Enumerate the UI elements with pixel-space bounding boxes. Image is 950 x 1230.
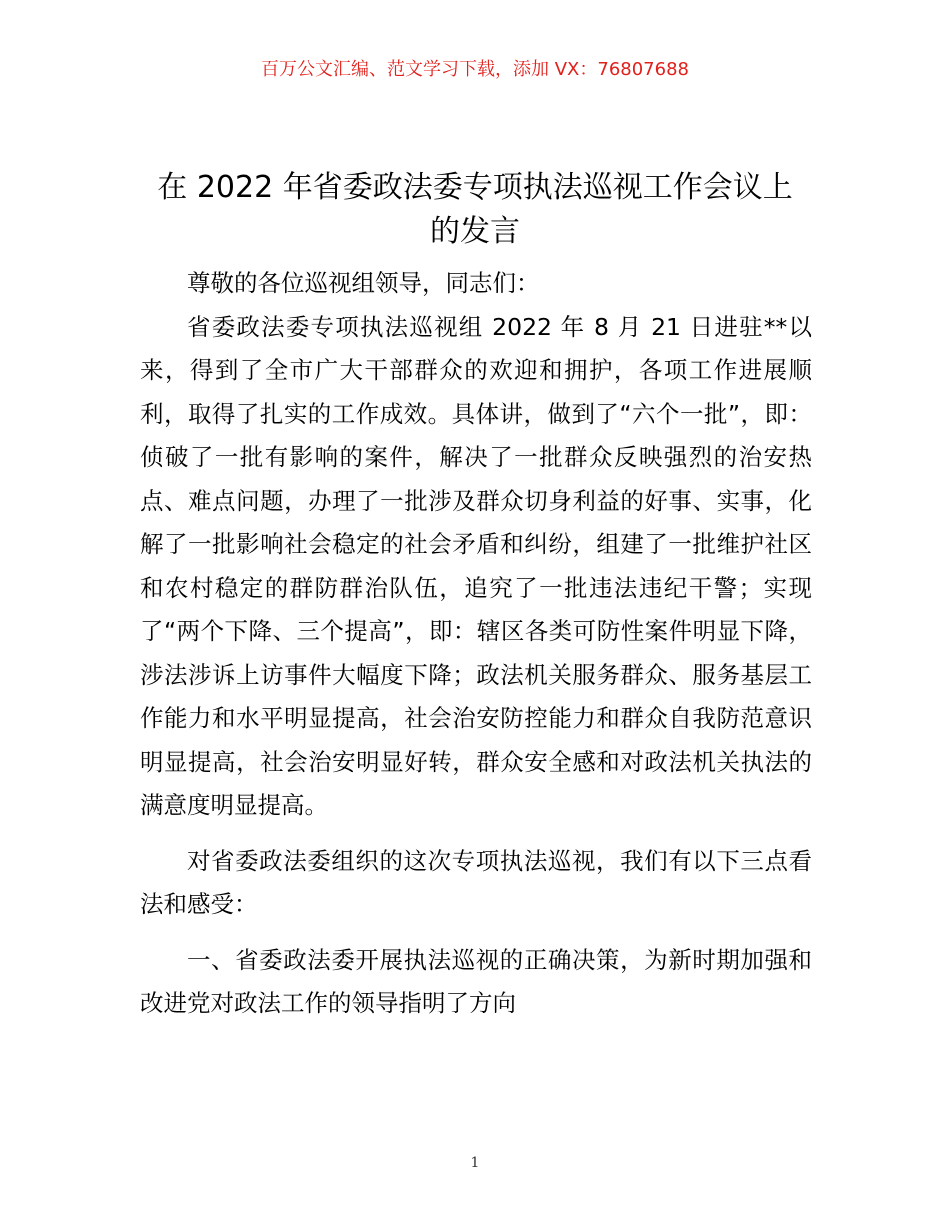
body-paragraph-2: 对省委政法委组织的这次专项执法巡视，我们有以下三点看法和感受： xyxy=(140,846,812,918)
title-line-1: 在 2022 年省委政法委专项执法巡视工作会议上 xyxy=(157,170,793,205)
title-line-2: 的发言 xyxy=(430,214,520,249)
header-banner: 百万公文汇编、范文学习下载，添加 VX：76807688 xyxy=(261,59,689,80)
section-heading-1: 一、省委政法委开展执法巡视的正确决策，为新时期加强和改进党对政法工作的领导指明了方向 xyxy=(140,945,812,1017)
document-body xyxy=(140,262,812,1026)
page-number: 1 xyxy=(470,1155,480,1171)
document-title xyxy=(140,166,810,254)
salutation: 尊敬的各位巡视组领导，同志们： xyxy=(187,269,540,297)
body-paragraph-1: 省委政法委专项执法巡视组 2022 年 8 月 21 日进驻**以来，得到了全市广大干部群众的欢迎和拥护，各项工作进展顺利，取得了扎实的工作成效。具体讲，做到了“六个一批”，即：侦破了一批有影响的案件，解决了一批群众反映强烈的治安热点、难点问题，办理了一批涉及群众切身利益的好事、实事，化解了一批影响社会稳定的社会矛盾和纠纷，组建了一批维护社区和农村稳定的群防群治队伍，追究了一批违法违纪干警；实现了“两个下降、三个提高”，即：辖区各类可防性案件明显下降，涉法涉诉上访事件大幅度下降；政法机关服务群众、服务基层工作能力和水平明显提高，社会治安防控能力和群众自我防范意识明显提高，社会治安明显好转，群众安全感和对政法机关执法的满意度明显提高。 xyxy=(140,312,812,819)
